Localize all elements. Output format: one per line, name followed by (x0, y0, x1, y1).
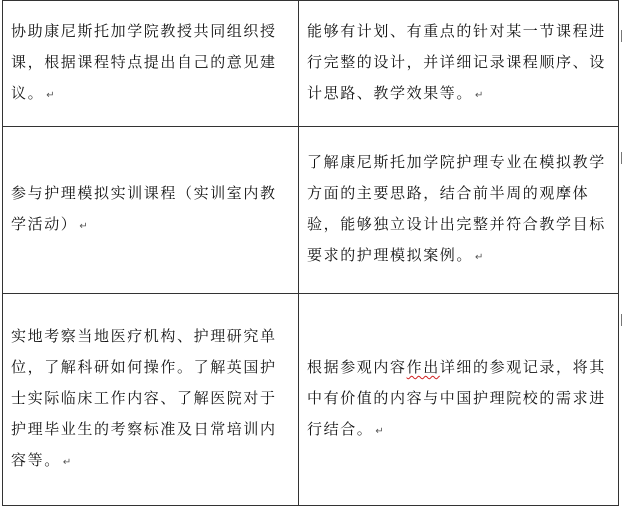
cell-text: 参与护理模拟实训课程（实训室内教学活动） (11, 184, 277, 233)
paragraph-mark: ↵ (475, 252, 484, 263)
cell-text: 实地考察当地医疗机构、护理研究单位，了解科研如何操作。了解英国护士实际临床工作内容、了解医院对于护理毕业生的考察标准及日常培训内容等。 (11, 327, 277, 469)
row-end-marker (618, 152, 622, 164)
cell-text: 协助康尼斯托加学院教授共同组织授课，根据课程特点提出自己的意见建议。 (11, 22, 277, 102)
table-cell-activity (3, 127, 299, 294)
paragraph-mark: ↵ (62, 457, 72, 468)
cell-text: 了解康尼斯托加学院护理专业在模拟教学方面的主要思路，结合前半周的观摩体验，能够独立设计出完整并符合教学目标要求的护理模拟案例。 (307, 153, 606, 264)
cell-text: 能够有计划、有重点的针对某一节课程进行完整的设计，并详细记录课程顺序、设计思路、教学效果等。 (307, 22, 606, 102)
paragraph-mark: ↵ (375, 426, 384, 437)
table-cell-goal (299, 127, 619, 294)
cell-text: 根据参观内容 (307, 358, 407, 376)
table-row (3, 294, 619, 506)
cell-text: 详细的参观记录，将其中有价值的内容与中国护理院校的需求进行结合。 (307, 358, 606, 438)
spellcheck-underlined-text: 作出 (406, 358, 440, 376)
table-row (3, 127, 619, 294)
table-cell-activity (3, 294, 299, 506)
table-row (3, 1, 619, 127)
table-cell-goal (299, 1, 619, 127)
row-end-marker (618, 30, 622, 42)
table-cell-goal (299, 294, 619, 506)
paragraph-mark: ↵ (79, 221, 88, 232)
paragraph-mark: ↵ (475, 90, 484, 101)
paragraph-mark: ↵ (46, 90, 55, 101)
row-end-marker (618, 314, 622, 326)
content-table (2, 0, 619, 506)
table-cell-activity (3, 1, 299, 127)
